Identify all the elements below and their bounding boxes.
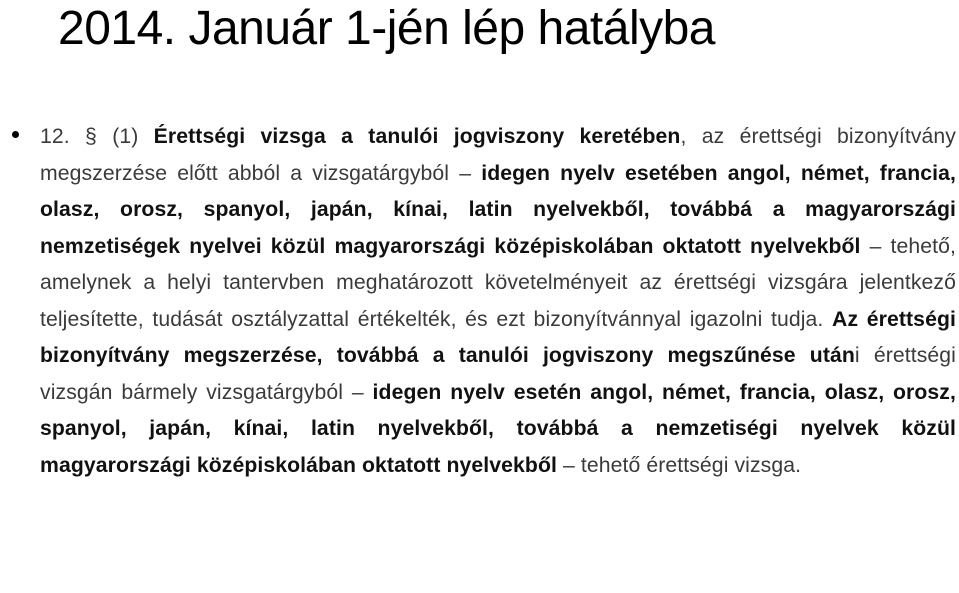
bold-phrase-4: idegen nyelv esetén angol, német, francia, olasz, orosz, spanyol, japán, kínai, latin nyelvekből, továbbá a nemzetiségi nyelvek közül magyarországi középiskolában oktatott nyelvekből xyxy=(40,380,956,477)
bold-phrase-2: idegen nyelv esetében angol, német, francia, olasz, orosz, spanyol, japán, kínai, latin nyelvekből, továbbá a magyarországi nemzetiségek nyelvei közül magyarországi középiskolában oktatott nyelvekből xyxy=(40,161,956,258)
bullet-dot xyxy=(12,131,19,138)
bold-phrase-1: Érettségi vizsga a tanulói jogviszony keretében xyxy=(153,125,681,148)
paragraph-number: 12. xyxy=(40,125,86,148)
bold-phrase-3: Az érettségi bizonyítvány megszerzése, továbbá a tanulói jogviszony megszűnése után xyxy=(40,307,956,367)
law-paragraph xyxy=(40,119,956,484)
text-segment-2: – tehető, amelynek a helyi tantervben meghatározott követelményeit az érettségi vizsgára jelentkező teljesítette, tudását osztályzattal értékelték, és ezt bizonyítvánnyal igazolni tudja. xyxy=(40,234,956,331)
paragraph-subsection: (1) xyxy=(96,125,154,148)
slide-title: 2014. Január 1-jén lép hatályba xyxy=(58,2,715,55)
text-segment-3: i érettségi vizsgán bármely vizsgatárgyból – xyxy=(40,344,956,404)
text-segment-4: – tehető érettségi vizsga. xyxy=(556,453,802,477)
section-sign: § xyxy=(85,125,97,148)
text-segment-1: , az érettségi bizonyítvány megszerzése előtt abból a vizsgatárgyból – xyxy=(40,125,956,185)
